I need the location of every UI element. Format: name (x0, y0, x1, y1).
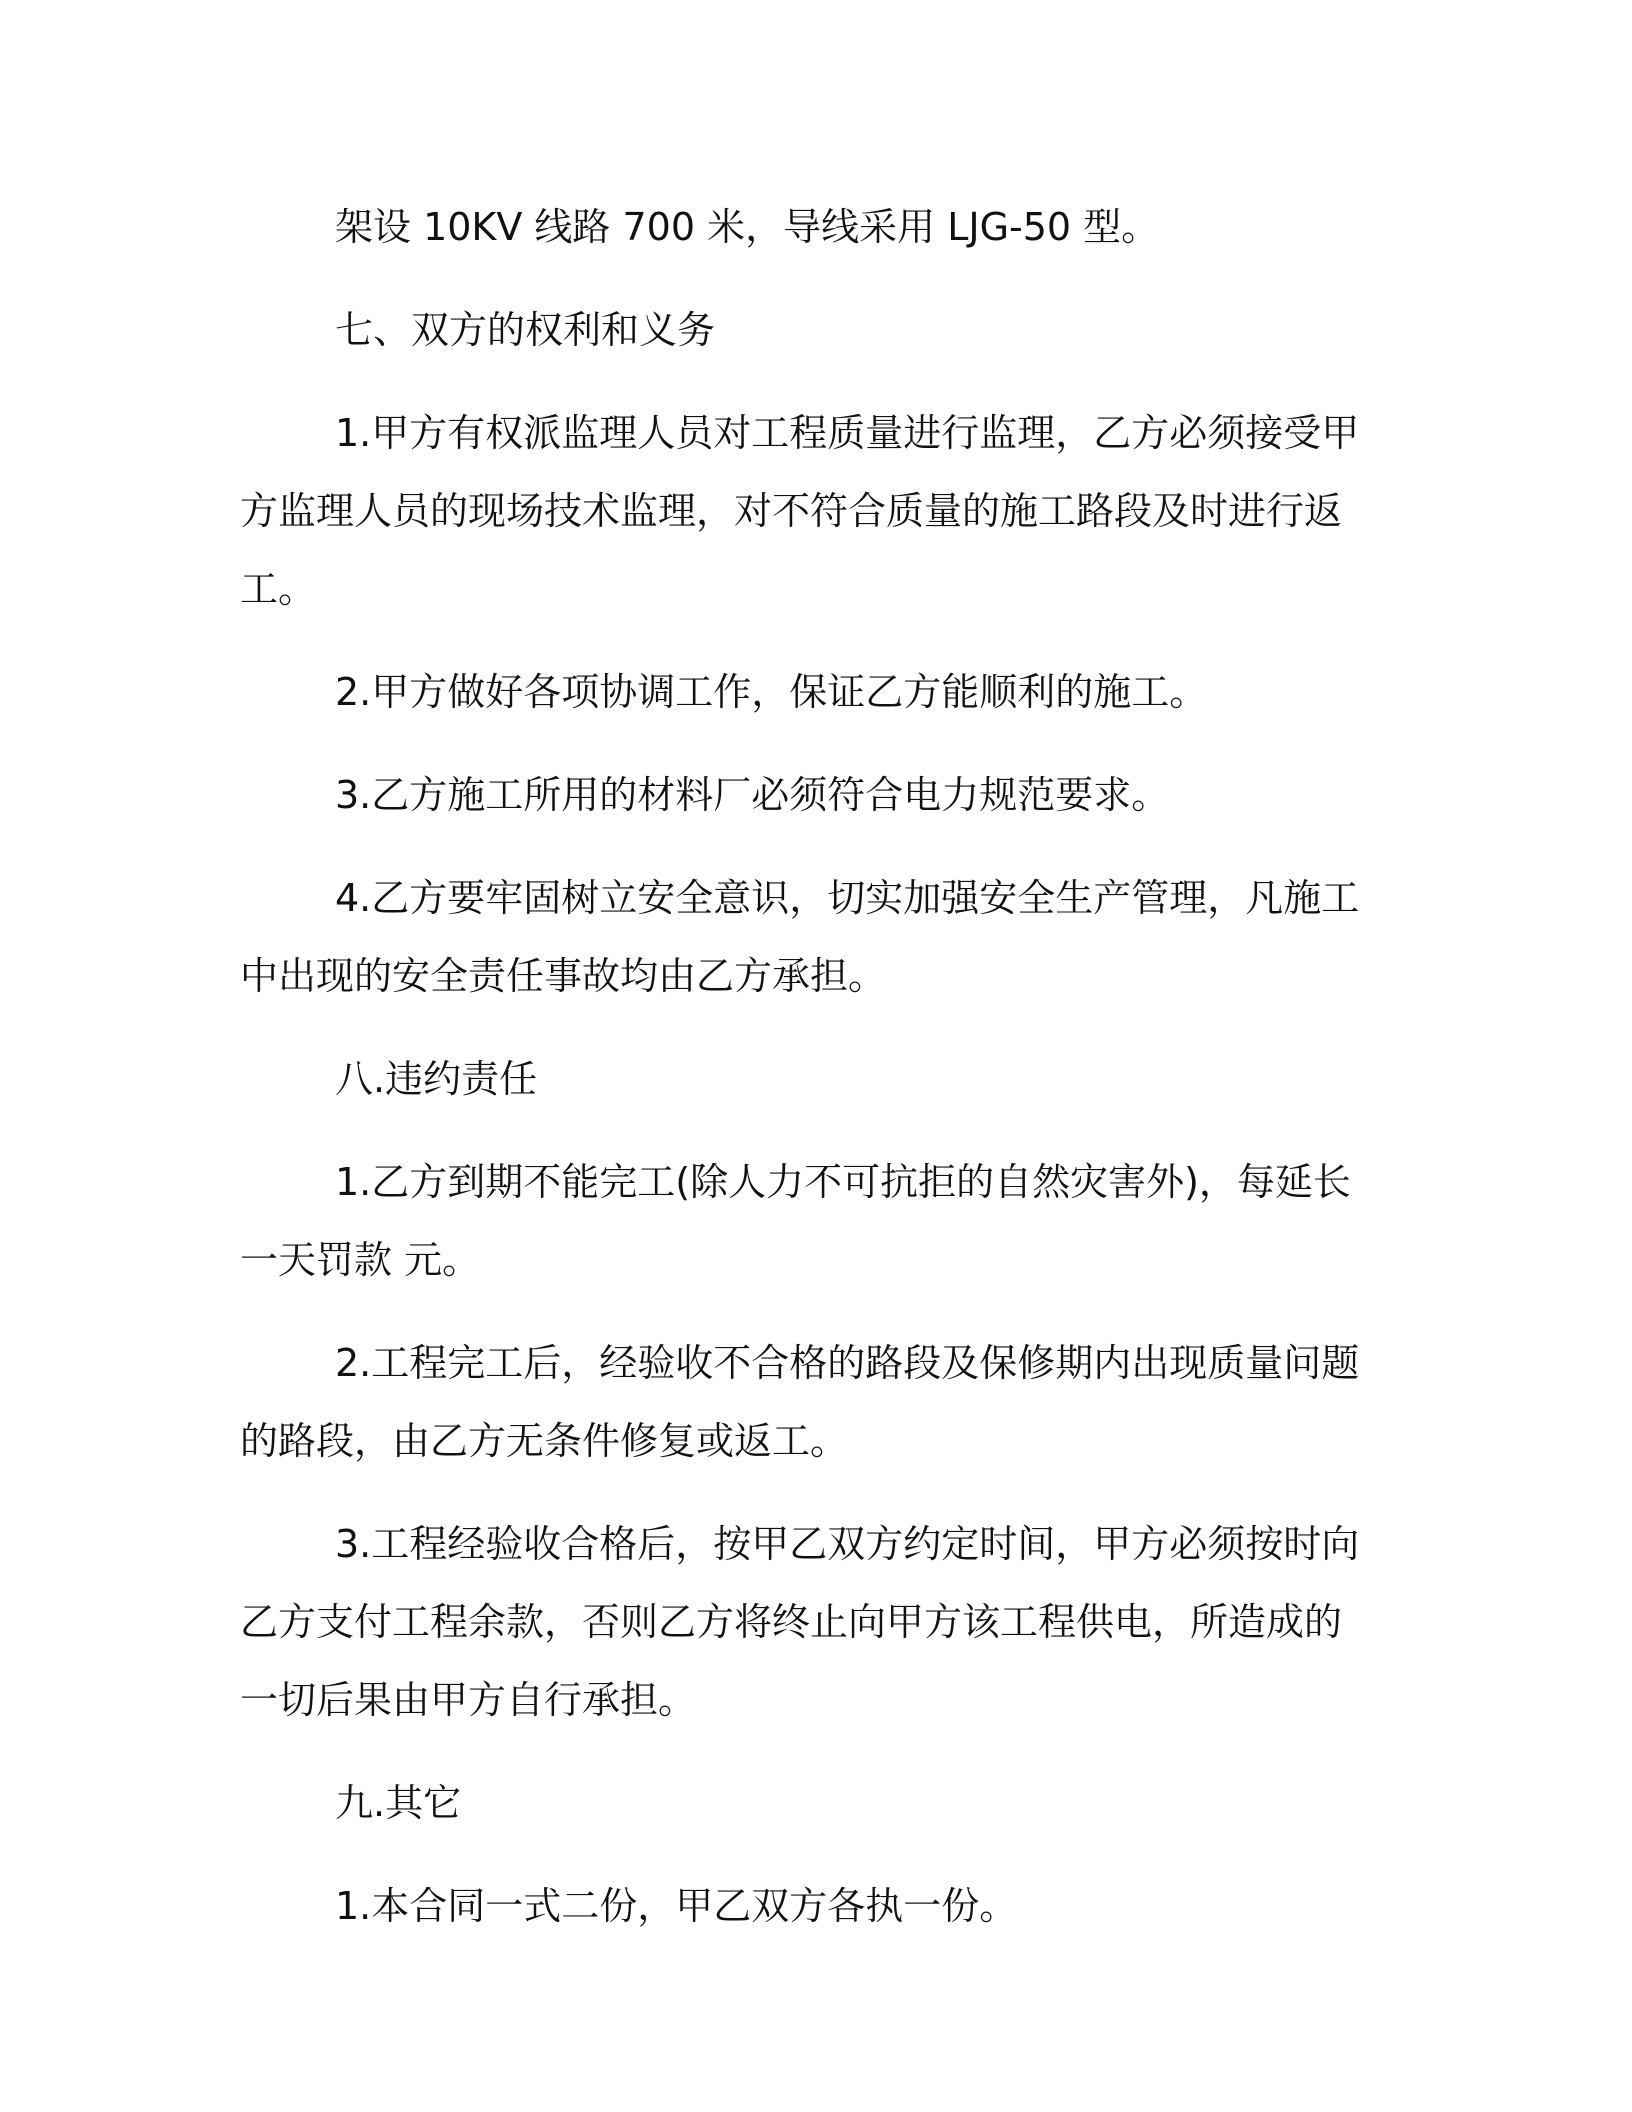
paragraph-line-spec: 架设 10KV 线路 700 米，导线采用 LJG-50 型。 (335, 205, 1160, 249)
paragraph-clause-9-1: 1.本合同一式二份，甲乙双方各执一份。 (335, 1884, 1018, 1928)
paragraph-clause-8-3: 3.工程经验收合格后，按甲乙双方约定时间，甲方必须按时向乙方支付工程余款，否则乙方将终止向甲方该工程供电，所造成的一切后果由甲方自行承担。 (240, 1522, 1360, 1722)
paragraph-clause-7-2: 2.甲方做好各项协调工作，保证乙方能顺利的施工。 (335, 670, 1208, 714)
section-heading-rights-obligations: 七、双方的权利和义务 (335, 308, 716, 352)
paragraph-clause-7-1: 1.甲方有权派监理人员对工程质量进行监理，乙方必须接受甲方监理人员的现场技术监理，对不符合质量的施工路段及时进行返工。 (240, 411, 1360, 611)
section-heading-breach-liability: 八.违约责任 (335, 1057, 538, 1101)
paragraph-clause-7-4: 4.乙方要牢固树立安全意识，切实加强安全生产管理，凡施工中出现的安全责任事故均由乙方承担。 (240, 876, 1360, 998)
paragraph-clause-8-1: 1.乙方到期不能完工(除人力不可抗拒的自然灾害外)，每延长一天罚款 元。 (240, 1160, 1351, 1282)
paragraph-clause-8-2: 2.工程完工后，经验收不合格的路段及保修期内出现质量问题的路段，由乙方无条件修复或返工。 (240, 1341, 1360, 1463)
document-body (240, 188, 1370, 1970)
paragraph-clause-7-3: 3.乙方施工所用的材料厂必须符合电力规范要求。 (335, 773, 1170, 817)
section-heading-other: 九.其它 (335, 1781, 462, 1825)
